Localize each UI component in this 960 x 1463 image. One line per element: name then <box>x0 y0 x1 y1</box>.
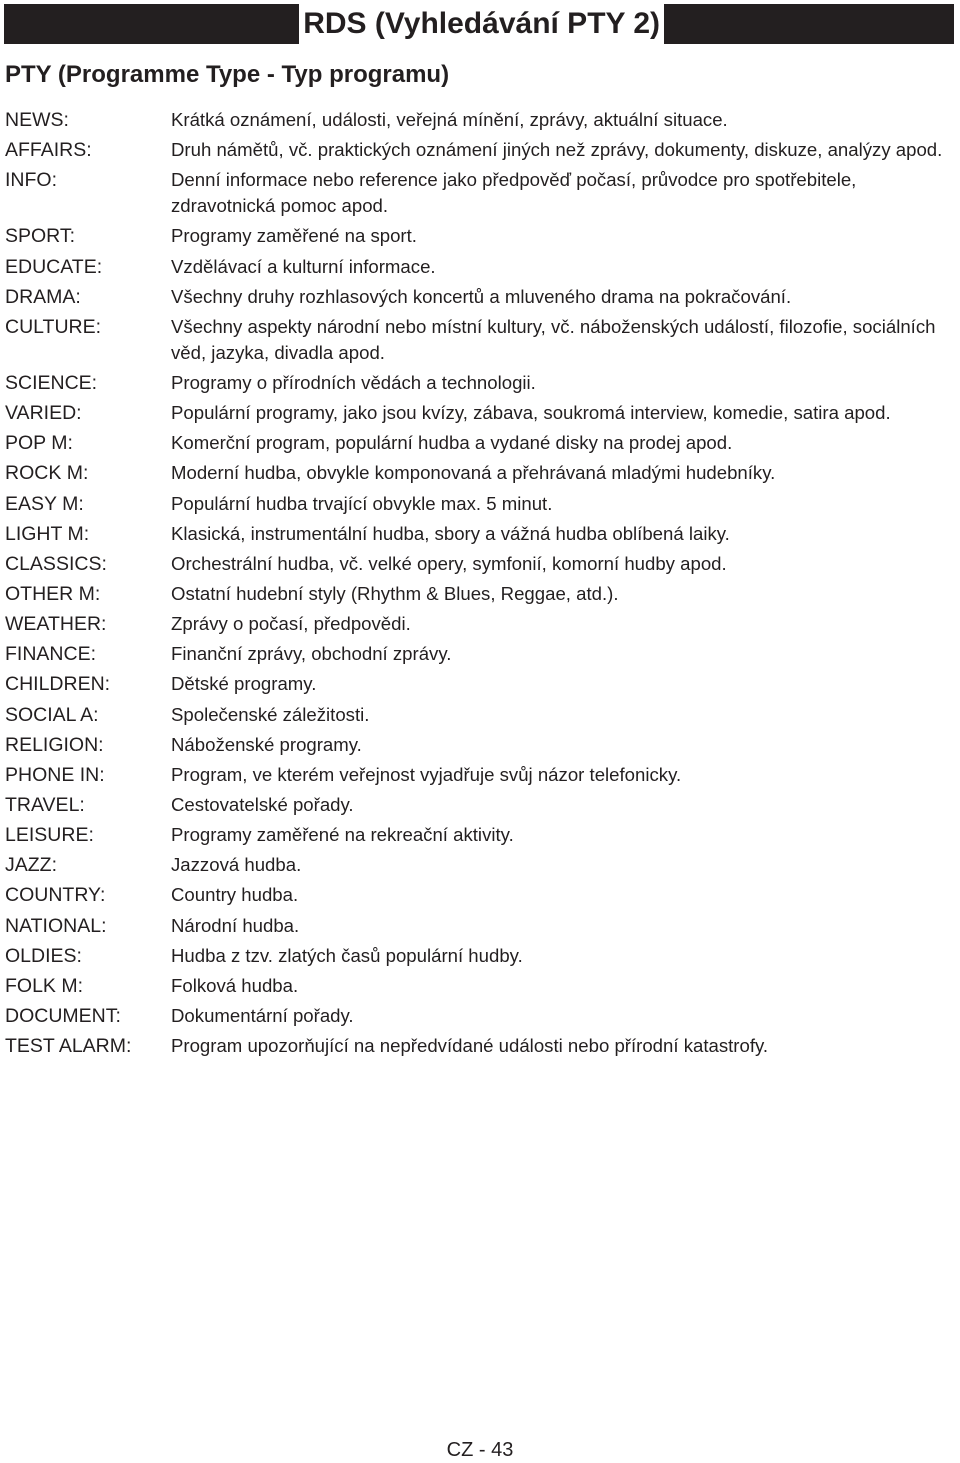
pty-entry <box>0 611 960 637</box>
pty-term: POP M: <box>5 432 73 455</box>
pty-entry <box>0 223 960 249</box>
pty-description: Klasická, instrumentální hudba, sbory a vážná hudba oblíbená laiky. <box>171 522 730 544</box>
pty-term: DRAMA: <box>5 285 81 308</box>
pty-entry <box>0 460 960 486</box>
pty-description: Finanční zprávy, obchodní zprávy. <box>171 643 452 665</box>
pty-term: JAZZ: <box>5 854 57 877</box>
pty-term: FINANCE: <box>5 643 97 666</box>
pty-term: TEST ALARM: <box>5 1035 132 1058</box>
pty-term: LIGHT M: <box>5 522 90 545</box>
pty-description: Folková hudba. <box>171 974 299 996</box>
pty-description: Moderní hudba, obvykle komponovaná a přehrávaná mladými hudebníky. <box>171 462 776 484</box>
pty-entry <box>0 882 960 908</box>
pty-term: TRAVEL: <box>5 793 85 816</box>
pty-term: SOCIAL A: <box>5 703 99 726</box>
pty-description: Komerční program, populární hudba a vydané disky na prodej apod. <box>171 432 733 454</box>
pty-definition-list <box>0 107 960 1063</box>
pty-term: SPORT: <box>5 225 76 248</box>
pty-entry <box>0 107 960 133</box>
pty-entry <box>0 167 960 219</box>
pty-term: OLDIES: <box>5 944 82 967</box>
pty-description: Cestovatelské pořady. <box>171 793 354 815</box>
pty-term: LEISURE: <box>5 824 94 847</box>
pty-term: NATIONAL: <box>5 914 107 937</box>
pty-term: EDUCATE: <box>5 255 103 278</box>
pty-entry <box>0 762 960 788</box>
pty-description: Vzdělávací a kulturní informace. <box>171 255 436 277</box>
pty-entry <box>0 314 960 366</box>
pty-description: Orchestrální hudba, vč. velké opery, symfonií, komorní hudby apod. <box>171 552 727 574</box>
pty-description: Program, ve kterém veřejnost vyjadřuje svůj názor telefonicky. <box>171 763 682 785</box>
pty-term: COUNTRY: <box>5 884 106 907</box>
pty-term: WEATHER: <box>5 613 107 636</box>
section-title: PTY (Programme Type - Typ programu) <box>5 61 450 88</box>
pty-term: CULTURE: <box>5 315 102 338</box>
pty-entry <box>0 491 960 517</box>
pty-entry <box>0 852 960 878</box>
pty-entry <box>0 137 960 163</box>
pty-term: FOLK M: <box>5 974 84 997</box>
pty-term: DOCUMENT: <box>5 1004 121 1027</box>
pty-entry <box>0 943 960 969</box>
pty-entry <box>0 671 960 697</box>
pty-entry <box>0 430 960 456</box>
pty-entry <box>0 254 960 280</box>
pty-description: Programy zaměřené na rekreační aktivity. <box>171 824 514 846</box>
pty-description: Dokumentární pořady. <box>171 1004 354 1026</box>
pty-entry <box>0 973 960 999</box>
pty-entry <box>0 551 960 577</box>
pty-term: SCIENCE: <box>5 371 98 394</box>
pty-description: Hudba z tzv. zlatých časů populární hudby. <box>171 944 523 966</box>
pty-description: Programy o přírodních vědách a technologii. <box>171 371 536 393</box>
pty-description: Všechny druhy rozhlasových koncertů a mluveného drama na pokračování. <box>171 285 792 307</box>
pty-term: RELIGION: <box>5 733 104 756</box>
pty-description: Populární programy, jako jsou kvízy, zábava, soukromá interview, komedie, satira apod. <box>171 402 891 424</box>
page-title: RDS (Vyhledávání PTY 2) <box>299 4 664 44</box>
pty-description: Druh námětů, vč. praktických oznámení jiných než zprávy, dokumenty, diskuze, analýzy apod. <box>171 139 943 161</box>
pty-description: Zprávy o počasí, předpovědi. <box>171 613 411 635</box>
pty-entry <box>0 581 960 607</box>
pty-entry <box>0 792 960 818</box>
pty-entry <box>0 370 960 396</box>
pty-entry <box>0 284 960 310</box>
pty-entry <box>0 400 960 426</box>
pty-term: NEWS: <box>5 109 69 131</box>
pty-description: Všechny aspekty národní nebo místní kultury, vč. náboženských událostí, filozofie, sociálních věd, jazyka, divadla apod. <box>171 315 936 363</box>
pty-term: PHONE IN: <box>5 763 105 786</box>
pty-entry <box>0 521 960 547</box>
pty-description: Country hudba. <box>171 884 299 906</box>
pty-description: Náboženské programy. <box>171 733 362 755</box>
pty-entry <box>0 1003 960 1029</box>
pty-entry <box>0 1033 960 1059</box>
pty-term: EASY M: <box>5 492 84 515</box>
pty-entry <box>0 913 960 939</box>
pty-description: Denní informace nebo reference jako předpověď počasí, průvodce pro spotřebitele, zdravotnická pomoc apod. <box>171 169 857 217</box>
pty-term: ROCK M: <box>5 462 89 485</box>
pty-description: Národní hudba. <box>171 914 300 936</box>
pty-description: Programy zaměřené na sport. <box>171 225 417 247</box>
pty-entry <box>0 641 960 667</box>
pty-term: INFO: <box>5 169 57 192</box>
pty-term: OTHER M: <box>5 582 101 605</box>
pty-description: Krátká oznámení, události, veřejná mínění, zprávy, aktuální situace. <box>171 109 728 130</box>
pty-description: Dětské programy. <box>171 673 317 695</box>
pty-entry <box>0 732 960 758</box>
page-number: CZ - 43 <box>446 1439 514 1461</box>
pty-description: Populární hudba trvající obvykle max. 5 minut. <box>171 492 553 514</box>
pty-term: VARIED: <box>5 402 82 425</box>
pty-description: Program upozorňující na nepředvídané události nebo přírodní katastrofy. <box>171 1035 769 1057</box>
pty-entry <box>0 702 960 728</box>
header-bar <box>4 4 954 44</box>
pty-term: AFFAIRS: <box>5 139 92 162</box>
pty-description: Ostatní hudební styly (Rhythm & Blues, Reggae, atd.). <box>171 582 619 604</box>
pty-term: CLASSICS: <box>5 552 107 575</box>
pty-term: CHILDREN: <box>5 673 111 696</box>
pty-description: Jazzová hudba. <box>171 854 302 876</box>
pty-entry <box>0 822 960 848</box>
pty-description: Společenské záležitosti. <box>171 703 370 725</box>
